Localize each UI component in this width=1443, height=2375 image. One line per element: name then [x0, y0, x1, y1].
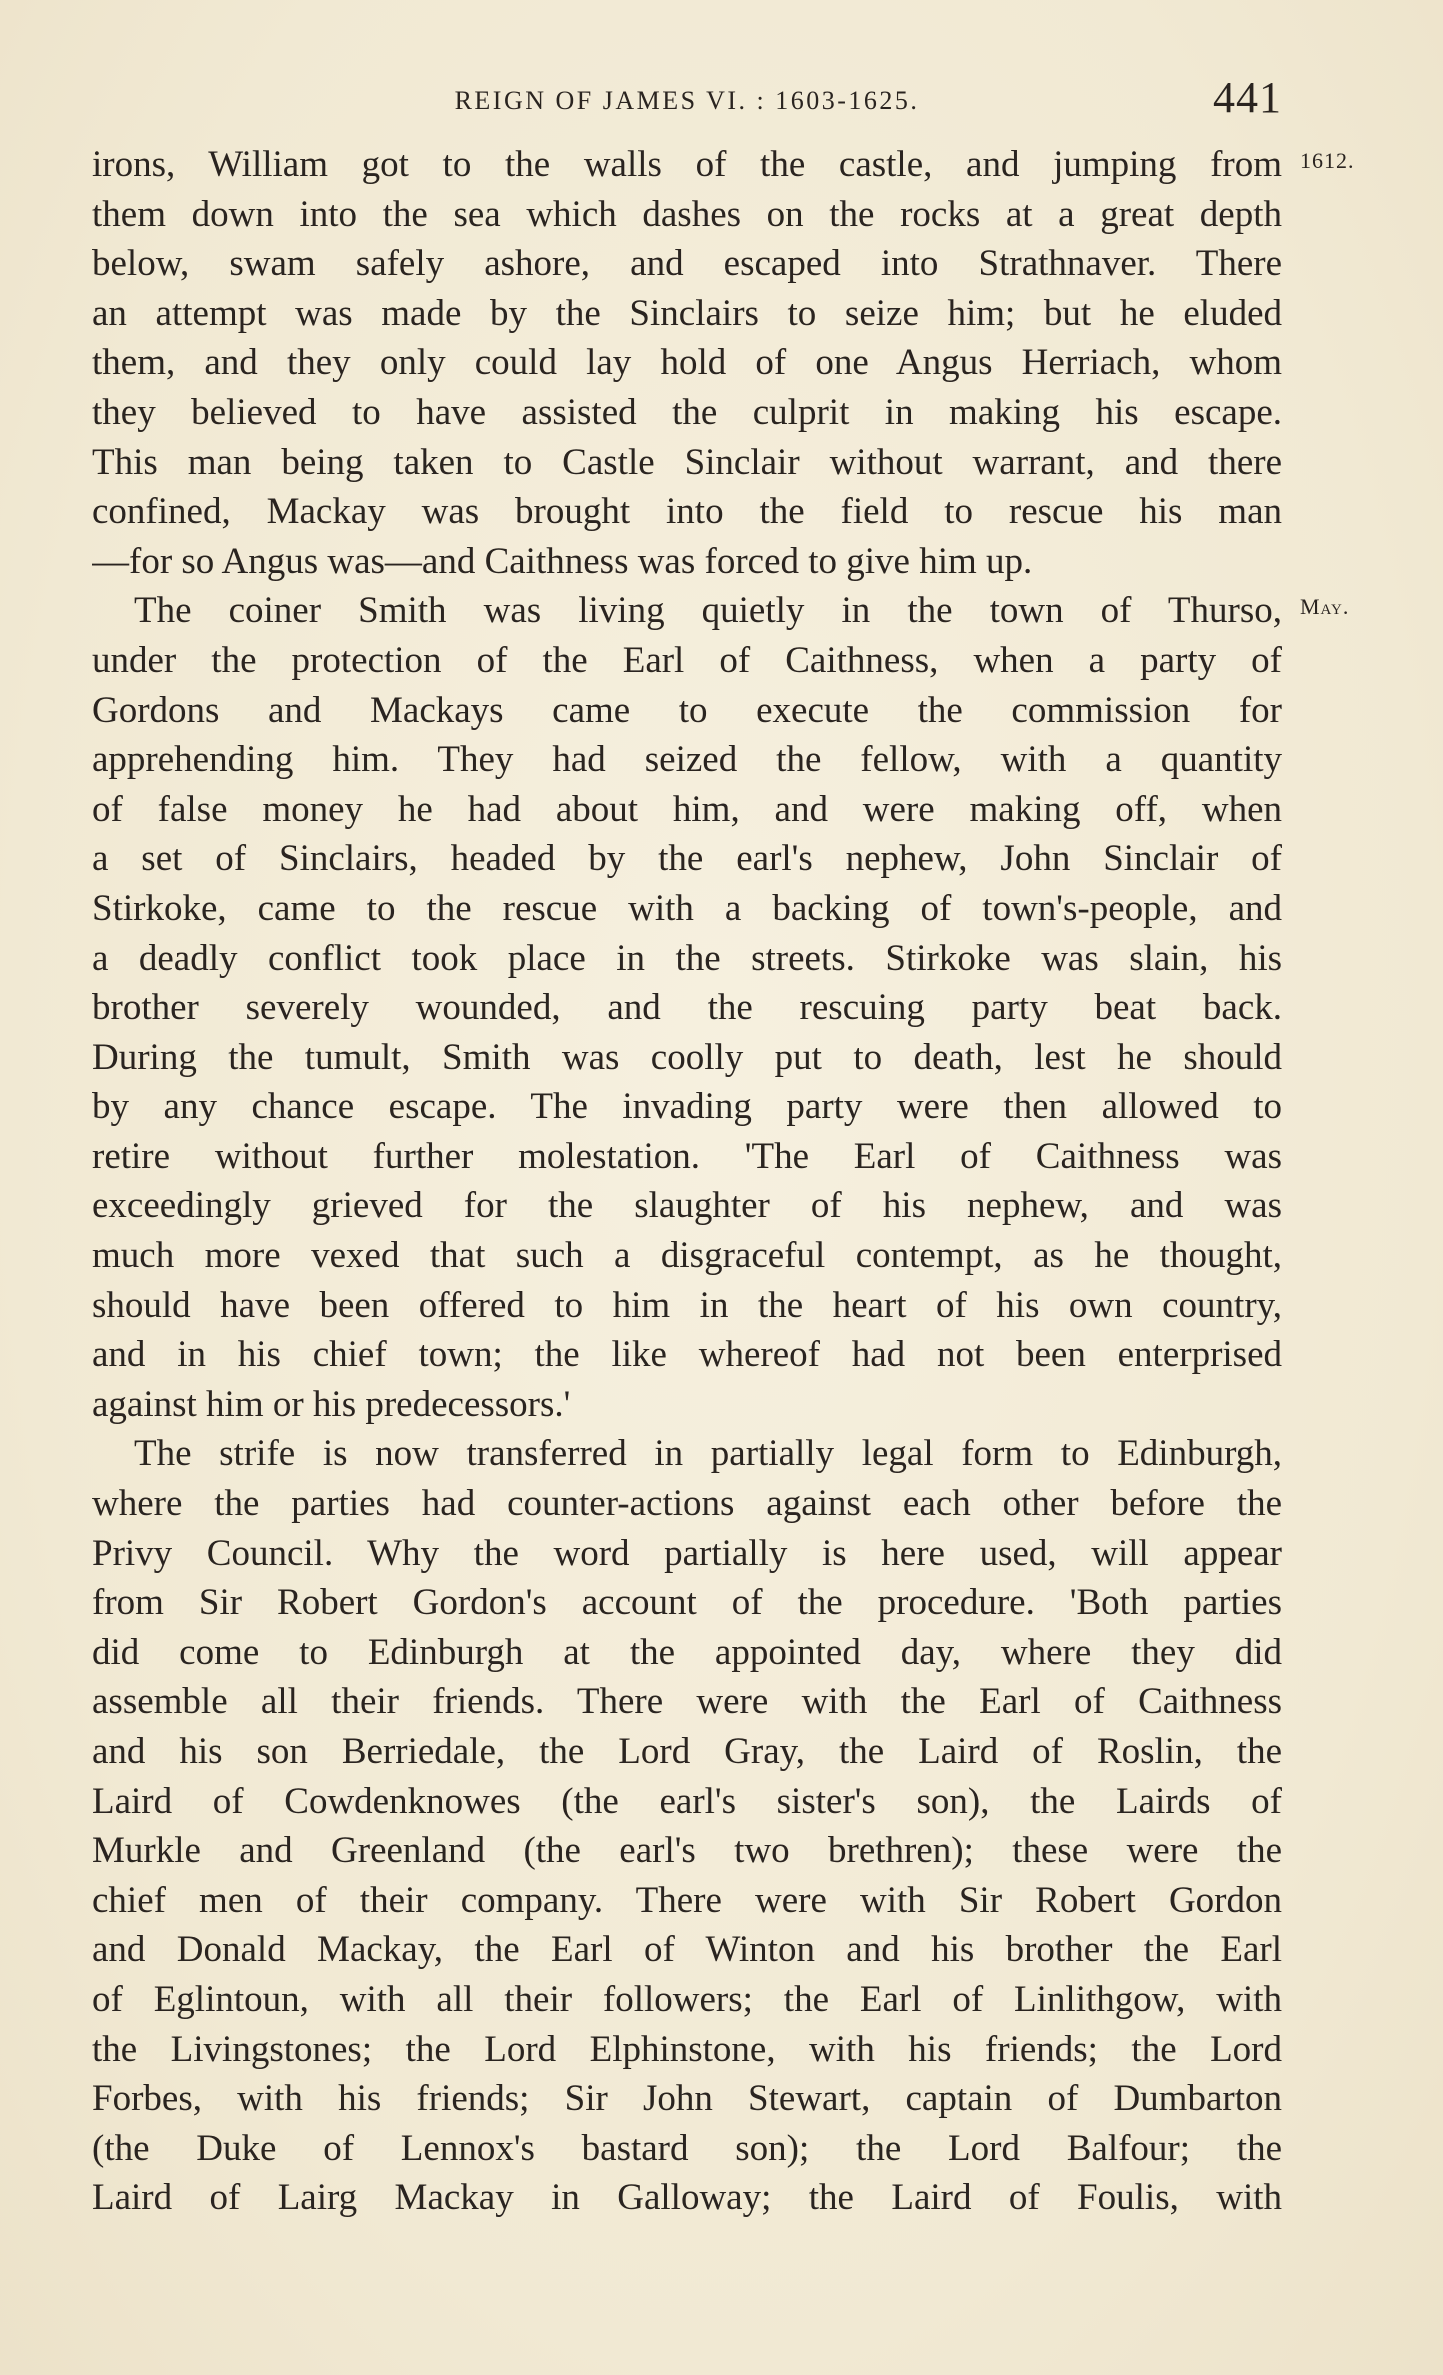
page-number: 441 [1213, 73, 1282, 122]
text-line: Laird of Cowdenknowes (the earl's sister's son), the Lairds of [92, 1780, 1282, 1822]
text-line: them, and they only could lay hold of one Angus Herriach, whom [92, 342, 1282, 384]
text-line: below, swam safely ashore, and escaped into Strathnaver. There [92, 243, 1282, 285]
text-line: should have been offered to him in the heart of his own country, [92, 1284, 1282, 1326]
margin-note-month: May. [1300, 594, 1350, 619]
text-line: by any chance escape. The invading party were then allowed to [92, 1086, 1282, 1128]
text-line: and in his chief town; the like whereof had not been enterprised [92, 1334, 1282, 1376]
text-line: from Sir Robert Gordon's account of the procedure. 'Both parties [92, 1582, 1282, 1624]
text-line: confined, Mackay was brought into the field to rescue his man [92, 491, 1282, 533]
text-line: exceedingly grieved for the slaughter of his nephew, and was [92, 1185, 1282, 1227]
text-line: Stirkoke, came to the rescue with a backing of town's-people, and [92, 887, 1282, 929]
text-line: irons, William got to the walls of the castle, and jumping from [92, 144, 1282, 185]
text-line: assemble all their friends. There were with the Earl of Caithness [92, 1681, 1282, 1723]
text-line: much more vexed that such a disgraceful contempt, as he thought, [92, 1235, 1282, 1277]
text-line: the Livingstones; the Lord Elphinstone, with his friends; the Lord [92, 2028, 1282, 2070]
text-line: chief men of their company. There were with Sir Robert Gordon [92, 1879, 1282, 1921]
text-line: Privy Council. Why the word partially is here used, will appear [92, 1532, 1282, 1574]
text-line: where the parties had counter-actions against each other before the [92, 1483, 1282, 1525]
text-line: did come to Edinburgh at the appointed day, where they did [92, 1631, 1282, 1673]
text-line: they believed to have assisted the culprit in making his escape. [92, 391, 1282, 433]
body-text [92, 140, 1282, 2223]
text-line: and Donald Mackay, the Earl of Winton and his brother the Earl [92, 1929, 1282, 1971]
text-line: a set of Sinclairs, headed by the earl's nephew, John Sinclair of [92, 838, 1282, 880]
running-head [92, 72, 1282, 122]
text-line: Laird of Lairg Mackay in Galloway; the Laird of Foulis, with [92, 2177, 1282, 2219]
text-line: retire without further molestation. 'The Earl of Caithness was [92, 1135, 1282, 1177]
text-line: a deadly conflict took place in the streets. Stirkoke was slain, his [92, 937, 1282, 979]
running-title: REIGN OF JAMES VI. : 1603-1625. [454, 86, 920, 115]
text-line: (the Duke of Lennox's bastard son); the Lord Balfour; the [92, 2127, 1282, 2169]
text-line: of Eglintoun, with all their followers; the Earl of Linlithgow, with [92, 1978, 1282, 2020]
text-line: —for so Angus was—and Caithness was forced to give him up. [92, 540, 1033, 582]
paragraph-start-line: The strife is now transferred in partially legal form to Edinburgh, [134, 1433, 1282, 1475]
text-line: against him or his predecessors.' [92, 1383, 571, 1425]
text-line: brother severely wounded, and the rescuing party beat back. [92, 987, 1282, 1029]
text-line: Gordons and Mackays came to execute the commission for [92, 689, 1282, 731]
text-line: an attempt was made by the Sinclairs to seize him; but he eluded [92, 292, 1282, 334]
text-line: and his son Berriedale, the Lord Gray, the Laird of Roslin, the [92, 1731, 1282, 1772]
text-line: under the protection of the Earl of Caithness, when a party of [92, 639, 1282, 681]
text-line: During the tumult, Smith was coolly put to death, lest he should [92, 1036, 1282, 1078]
text-line: them down into the sea which dashes on the rocks at a great depth [92, 193, 1282, 235]
margin-note-year: 1612. [1300, 148, 1355, 173]
text-line: Murkle and Greenland (the earl's two brethren); these were the [92, 1830, 1282, 1872]
paragraph-start-line: The coiner Smith was living quietly in the town of Thurso, [134, 590, 1282, 632]
text-line: Forbes, with his friends; Sir John Stewart, captain of Dumbarton [92, 2078, 1282, 2120]
text-line: This man being taken to Castle Sinclair without warrant, and there [92, 441, 1282, 483]
text-line: apprehending him. They had seized the fellow, with a quantity [92, 739, 1282, 781]
text-line: of false money he had about him, and were making off, when [92, 788, 1282, 830]
